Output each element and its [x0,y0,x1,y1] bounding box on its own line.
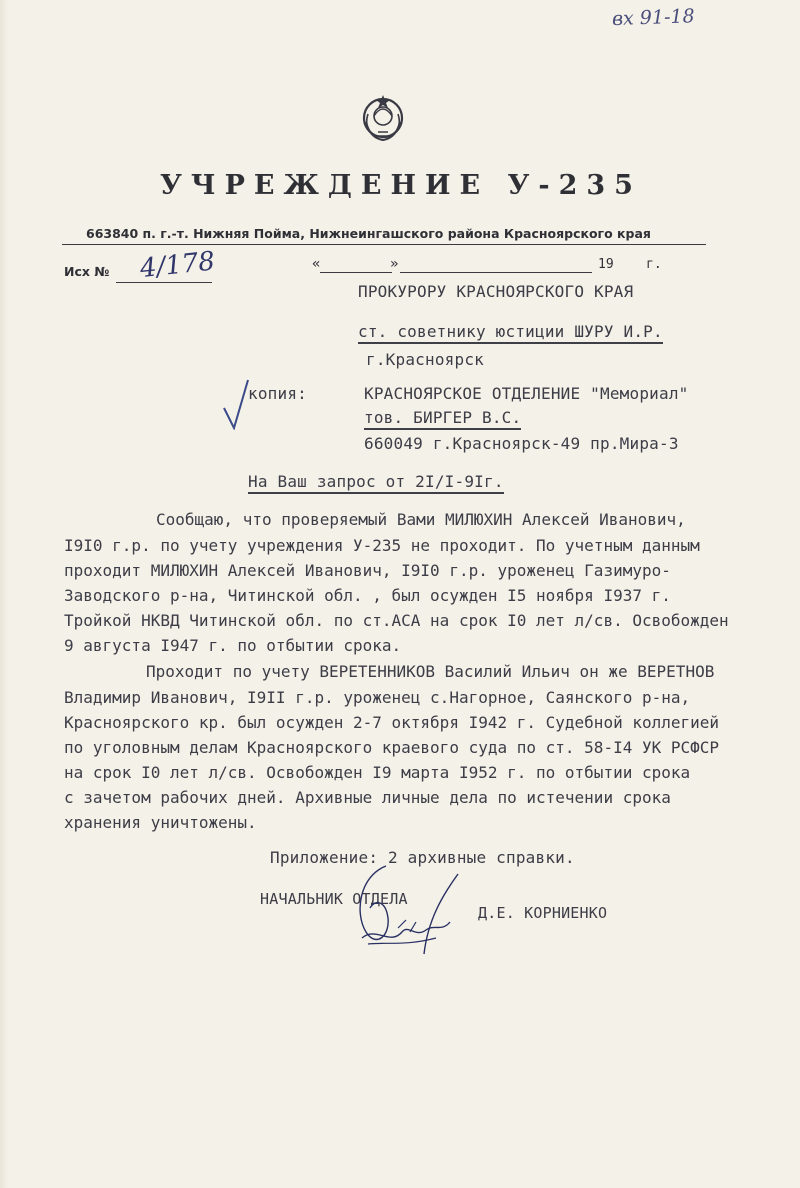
institution-title: УЧРЕЖДЕНИЕ У-235 [160,170,642,201]
signatory-name: Д.Е. КОРНИЕНКО [478,904,608,922]
body-line: 9 августа I947 г. по отбытии срока. [64,636,402,655]
body-line: I9I0 г.р. по учету учреждения У-235 не проходит. По учетным данным [64,536,700,555]
copy-label: копия: [248,384,307,403]
signatory-title: НАЧАЛЬНИК ОТДЕЛА [260,890,408,908]
paper-edge [0,0,8,1188]
body-line: проходит МИЛЮХИН Алексей Иванович, I9I0 г.р. уроженец Газимуро- [64,561,671,580]
date-quote-mark: « [312,256,321,272]
subject-line: На Ваш запрос от 2I/I-9Iг. [248,472,504,494]
body-line: по уголовным делам Красноярского краевого суда по ст. 58-I4 УК РСФСР [64,738,720,757]
body-line: с зачетом рабочих дней. Архивные личные дела по истечении срока [64,788,671,807]
date-day-line [320,272,392,273]
date-month-line [400,272,592,273]
recipient-name: ст. советнику юстиции ШУРУ И.Р. [358,322,663,344]
body-line: Красноярского кр. был осужден 2-7 октября I942 г. Судебной коллегией [64,713,720,732]
body-line: Проходит по учету ВЕРЕТЕННИКОВ Василий Ильич он же ВЕРЕТНОВ [146,662,715,681]
body-line: Владимир Иванович, I9II г.р. уроженец с.Нагорное, Саянского р-на, [64,688,691,707]
outgoing-number-value: 4/178 [138,246,217,285]
attachment-note: Приложение: 2 архивные справки. [270,848,575,867]
body-line: на срок I0 лет л/св. Освобожден I9 марта I952 г. по отбытии срока [64,763,691,782]
date-year-prefix: 19 [598,257,614,272]
outgoing-number-label: Исх № [64,264,110,279]
date-year-suffix: г. [646,257,662,272]
address-underline [62,244,706,245]
handwritten-signature [346,862,466,958]
body-line: хранения уничтожены. [64,813,257,832]
handwritten-registration-note: вх 91-18 [611,5,695,31]
copy-recipient-address: 660049 г.Красноярск-49 пр.Мира-3 [364,434,679,453]
recipient-title: ПРОКУРОРУ КРАСНОЯРСКОГО КРАЯ [358,282,634,301]
body-line: Тройкой НКВД Читинской обл. по ст.АСА на срок I0 лет л/св. Освобожден [64,611,729,630]
institution-address: 663840 п. г.-т. Нижняя Пойма, Нижнеингашского района Красноярского края [86,226,651,241]
copy-organization: КРАСНОЯРСКОЕ ОТДЕЛЕНИЕ "Мемориал" [364,384,689,403]
copy-recipient-name: тов. БИРГЕР В.С. [364,408,521,430]
body-line: Заводского р-на, Читинской обл. , был осужден I5 ноября I937 г. [64,586,671,605]
body-line: Сообщаю, что проверяемый Вами МИЛЮХИН Алексей Иванович, [156,510,686,529]
state-emblem-icon [358,92,408,146]
date-separator: » [390,256,399,272]
recipient-city: г.Красноярск [366,350,484,369]
outgoing-number-line [116,282,212,283]
